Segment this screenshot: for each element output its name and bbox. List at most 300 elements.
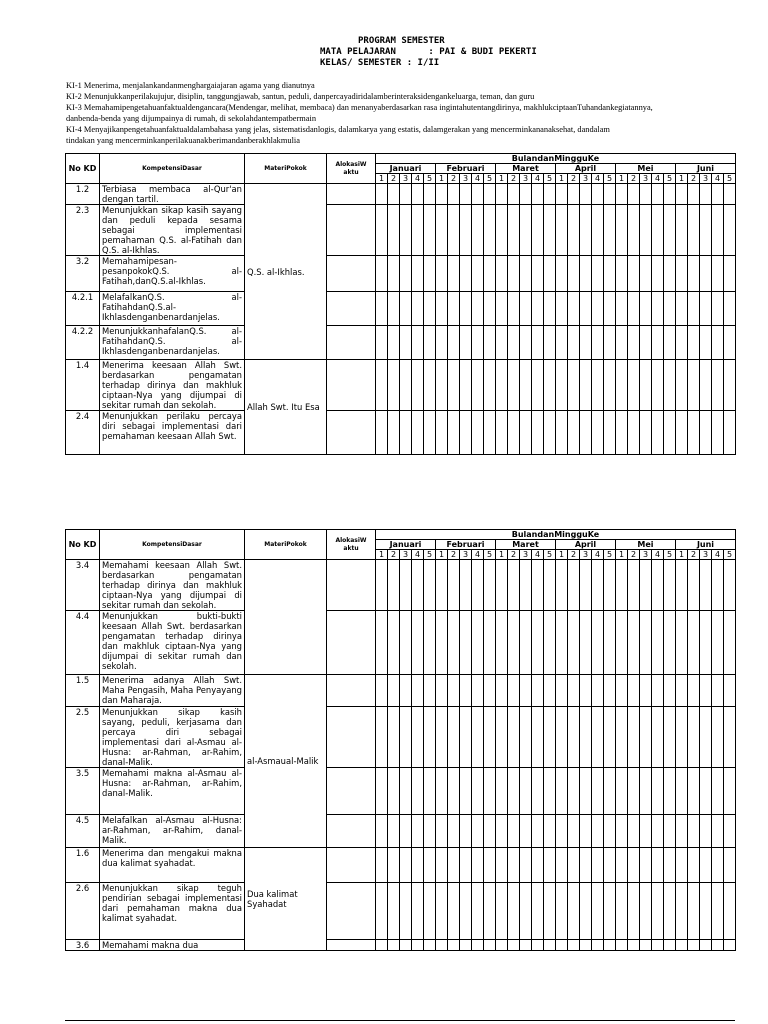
week-cell bbox=[688, 184, 700, 205]
week-header: 1 bbox=[676, 174, 688, 184]
week-cell bbox=[460, 707, 472, 768]
week-cell bbox=[616, 848, 628, 883]
week-cell bbox=[580, 360, 592, 411]
week-cell bbox=[724, 848, 736, 883]
week-cell bbox=[652, 611, 664, 675]
week-cell bbox=[448, 883, 460, 940]
week-cell bbox=[700, 184, 712, 205]
kompetensi-dasar-text: Melafalkan al-Asmau al-Husna: ar-Rahman, ar-Rahim, danal-Malik. bbox=[100, 815, 245, 848]
week-cell bbox=[400, 707, 412, 768]
week-cell bbox=[700, 326, 712, 360]
week-cell bbox=[556, 848, 568, 883]
week-header: 5 bbox=[724, 550, 736, 560]
table-row bbox=[66, 675, 736, 707]
week-cell bbox=[712, 611, 724, 675]
week-cell bbox=[472, 360, 484, 411]
week-cell bbox=[436, 326, 448, 360]
week-cell bbox=[712, 560, 724, 611]
month-header: Mei bbox=[616, 540, 676, 550]
week-cell bbox=[676, 940, 688, 951]
week-cell bbox=[376, 611, 388, 675]
week-cell bbox=[496, 675, 508, 707]
week-cell bbox=[664, 560, 676, 611]
week-cell bbox=[484, 675, 496, 707]
week-cell bbox=[508, 815, 520, 848]
week-cell bbox=[712, 883, 724, 940]
week-header: 4 bbox=[532, 550, 544, 560]
week-cell bbox=[376, 184, 388, 205]
week-cell bbox=[544, 411, 556, 455]
week-cell bbox=[376, 560, 388, 611]
week-cell bbox=[520, 184, 532, 205]
week-cell bbox=[532, 560, 544, 611]
week-cell bbox=[688, 326, 700, 360]
week-cell bbox=[496, 768, 508, 815]
week-cell bbox=[724, 184, 736, 205]
week-cell bbox=[508, 184, 520, 205]
week-cell bbox=[712, 411, 724, 455]
week-cell bbox=[592, 326, 604, 360]
week-cell bbox=[556, 256, 568, 292]
week-cell bbox=[544, 560, 556, 611]
week-cell bbox=[412, 184, 424, 205]
week-cell bbox=[664, 815, 676, 848]
week-cell bbox=[412, 360, 424, 411]
program-table-2 bbox=[65, 529, 736, 951]
week-cell bbox=[532, 675, 544, 707]
week-cell bbox=[568, 675, 580, 707]
week-cell bbox=[388, 848, 400, 883]
week-cell bbox=[484, 940, 496, 951]
week-cell bbox=[580, 326, 592, 360]
week-cell bbox=[628, 205, 640, 256]
week-cell bbox=[472, 675, 484, 707]
week-cell bbox=[376, 292, 388, 326]
week-header: 4 bbox=[712, 550, 724, 560]
week-cell bbox=[472, 883, 484, 940]
week-cell bbox=[700, 768, 712, 815]
week-cell bbox=[532, 940, 544, 951]
week-cell bbox=[532, 326, 544, 360]
week-cell bbox=[412, 326, 424, 360]
week-cell bbox=[700, 611, 712, 675]
table-row bbox=[66, 411, 736, 455]
kelas-label: KELAS/ SEMESTER : bbox=[320, 58, 413, 68]
week-header: 3 bbox=[520, 174, 532, 184]
week-cell bbox=[568, 360, 580, 411]
week-header: 3 bbox=[580, 550, 592, 560]
week-cell bbox=[724, 205, 736, 256]
week-cell bbox=[640, 611, 652, 675]
week-cell bbox=[520, 292, 532, 326]
week-cell bbox=[496, 815, 508, 848]
week-header: 2 bbox=[568, 550, 580, 560]
table-row bbox=[66, 256, 736, 292]
week-cell bbox=[568, 883, 580, 940]
week-header: 4 bbox=[472, 550, 484, 560]
table-row bbox=[66, 883, 736, 940]
week-cell bbox=[472, 184, 484, 205]
table-row bbox=[66, 205, 736, 256]
week-cell bbox=[400, 326, 412, 360]
week-cell bbox=[412, 848, 424, 883]
week-cell bbox=[376, 883, 388, 940]
week-cell bbox=[412, 883, 424, 940]
week-header: 2 bbox=[508, 174, 520, 184]
week-header: 3 bbox=[520, 550, 532, 560]
week-cell bbox=[592, 292, 604, 326]
kd-number: 1.5 bbox=[66, 675, 100, 707]
week-cell bbox=[628, 411, 640, 455]
week-cell bbox=[460, 611, 472, 675]
week-cell bbox=[628, 883, 640, 940]
week-cell bbox=[580, 815, 592, 848]
week-cell bbox=[580, 848, 592, 883]
table-row bbox=[66, 360, 736, 411]
week-cell bbox=[448, 707, 460, 768]
bulan-header: BulandanMingguKe bbox=[376, 530, 736, 540]
week-cell bbox=[412, 256, 424, 292]
week-cell bbox=[628, 611, 640, 675]
week-cell bbox=[592, 848, 604, 883]
week-cell bbox=[412, 707, 424, 768]
week-cell bbox=[520, 848, 532, 883]
week-cell bbox=[484, 360, 496, 411]
ki-line: danbenda-benda yang dijumpainya di rumah, di sekolahdantempatbermain bbox=[66, 114, 317, 123]
month-header: Maret bbox=[496, 164, 556, 174]
week-cell bbox=[520, 675, 532, 707]
week-cell bbox=[700, 883, 712, 940]
week-cell bbox=[460, 768, 472, 815]
kompetensi-dasar-text: Menunjukkan sikap kasih sayang, peduli, kerjasama dan percaya diri sebagai implementasi dari al-Asmau al-Husna: ar-Rahman, ar-Rahim, danal-Malik. bbox=[100, 707, 245, 768]
kd-number: 2.4 bbox=[66, 411, 100, 455]
week-cell bbox=[484, 256, 496, 292]
week-cell bbox=[628, 940, 640, 951]
week-cell bbox=[628, 848, 640, 883]
week-cell bbox=[436, 768, 448, 815]
week-cell bbox=[436, 883, 448, 940]
week-cell bbox=[388, 205, 400, 256]
week-cell bbox=[400, 611, 412, 675]
week-cell bbox=[604, 560, 616, 611]
week-cell bbox=[640, 707, 652, 768]
week-header: 1 bbox=[676, 550, 688, 560]
week-cell bbox=[520, 205, 532, 256]
week-cell bbox=[484, 815, 496, 848]
kd-number: 3.6 bbox=[66, 940, 100, 951]
week-cell bbox=[616, 611, 628, 675]
week-cell bbox=[616, 184, 628, 205]
week-cell bbox=[436, 815, 448, 848]
week-cell bbox=[436, 292, 448, 326]
week-cell bbox=[688, 611, 700, 675]
week-cell bbox=[508, 256, 520, 292]
week-cell bbox=[628, 675, 640, 707]
week-cell bbox=[712, 360, 724, 411]
week-cell bbox=[448, 940, 460, 951]
week-cell bbox=[616, 707, 628, 768]
week-cell bbox=[592, 707, 604, 768]
kd-number: 3.4 bbox=[66, 560, 100, 611]
week-cell bbox=[592, 184, 604, 205]
week-cell bbox=[616, 256, 628, 292]
week-cell bbox=[556, 411, 568, 455]
week-cell bbox=[724, 292, 736, 326]
kd-number: 4.5 bbox=[66, 815, 100, 848]
week-cell bbox=[400, 292, 412, 326]
week-cell bbox=[580, 675, 592, 707]
alokasi-cell bbox=[327, 848, 376, 883]
week-cell bbox=[580, 292, 592, 326]
kompetensi-inti-list bbox=[66, 80, 746, 146]
week-cell bbox=[688, 256, 700, 292]
week-cell bbox=[520, 611, 532, 675]
week-cell bbox=[496, 292, 508, 326]
week-cell bbox=[556, 883, 568, 940]
week-cell bbox=[604, 292, 616, 326]
week-cell bbox=[436, 360, 448, 411]
alokasi-cell bbox=[327, 256, 376, 292]
week-cell bbox=[616, 815, 628, 848]
week-cell bbox=[496, 360, 508, 411]
materi-header: MateriPokok bbox=[245, 530, 327, 560]
ki-line: KI-2 Menunjukkanperilakujujur, disiplin, tanggungjawab, santun, peduli, danpercayadiridalamberinteraksidengankeluarga, teman, dan guru bbox=[66, 92, 535, 101]
week-header: 2 bbox=[568, 174, 580, 184]
week-cell bbox=[640, 360, 652, 411]
kompetensi-dasar-text: Menunjukkan sikap kasih sayang dan peduli kepada sesama sebagai implementasi pemahaman Q.S. al-Fatihah dan Q.S. al-Ikhlas. bbox=[100, 205, 245, 256]
week-header: 3 bbox=[460, 550, 472, 560]
week-cell bbox=[388, 360, 400, 411]
week-cell bbox=[424, 256, 436, 292]
week-cell bbox=[592, 411, 604, 455]
kd-number: 4.4 bbox=[66, 611, 100, 675]
week-cell bbox=[556, 815, 568, 848]
kompetensi-dasar-text: Memahami makna al-Asmau al-Husna: ar-Rahman, ar-Rahim, danal-Malik. bbox=[100, 768, 245, 815]
week-header: 2 bbox=[448, 550, 460, 560]
week-header: 5 bbox=[604, 174, 616, 184]
week-cell bbox=[520, 326, 532, 360]
week-header: 4 bbox=[592, 550, 604, 560]
week-header: 1 bbox=[376, 550, 388, 560]
week-cell bbox=[580, 205, 592, 256]
week-cell bbox=[448, 205, 460, 256]
week-cell bbox=[436, 940, 448, 951]
week-header: 3 bbox=[580, 174, 592, 184]
week-cell bbox=[580, 560, 592, 611]
week-cell bbox=[388, 815, 400, 848]
week-cell bbox=[652, 707, 664, 768]
week-cell bbox=[556, 292, 568, 326]
week-cell bbox=[556, 675, 568, 707]
materi-pokok: Dua kalimat Syahadat bbox=[245, 848, 327, 951]
week-cell bbox=[592, 360, 604, 411]
alokasi-cell bbox=[327, 611, 376, 675]
week-header: 2 bbox=[628, 550, 640, 560]
week-header: 4 bbox=[652, 174, 664, 184]
week-cell bbox=[472, 292, 484, 326]
week-cell bbox=[508, 326, 520, 360]
week-cell bbox=[460, 205, 472, 256]
week-cell bbox=[376, 768, 388, 815]
week-cell bbox=[676, 184, 688, 205]
week-header: 5 bbox=[484, 550, 496, 560]
week-cell bbox=[604, 411, 616, 455]
week-cell bbox=[508, 360, 520, 411]
week-cell bbox=[652, 292, 664, 326]
week-header: 1 bbox=[616, 174, 628, 184]
week-cell bbox=[640, 560, 652, 611]
week-cell bbox=[544, 360, 556, 411]
week-header: 4 bbox=[412, 550, 424, 560]
week-cell bbox=[688, 815, 700, 848]
month-header: April bbox=[556, 164, 616, 174]
week-cell bbox=[568, 707, 580, 768]
week-header: 3 bbox=[460, 174, 472, 184]
week-cell bbox=[640, 815, 652, 848]
week-cell bbox=[508, 707, 520, 768]
week-cell bbox=[592, 611, 604, 675]
week-cell bbox=[640, 184, 652, 205]
week-cell bbox=[688, 768, 700, 815]
alokasi-cell bbox=[327, 675, 376, 707]
week-cell bbox=[652, 560, 664, 611]
week-cell bbox=[484, 768, 496, 815]
week-header: 2 bbox=[688, 550, 700, 560]
week-cell bbox=[616, 292, 628, 326]
kd-number: 4.2.1 bbox=[66, 292, 100, 326]
week-cell bbox=[640, 675, 652, 707]
week-cell bbox=[496, 707, 508, 768]
table-row bbox=[66, 707, 736, 768]
week-cell bbox=[424, 675, 436, 707]
week-cell bbox=[520, 411, 532, 455]
week-cell bbox=[604, 611, 616, 675]
week-cell bbox=[532, 205, 544, 256]
week-cell bbox=[580, 707, 592, 768]
week-cell bbox=[640, 411, 652, 455]
week-header: 3 bbox=[700, 174, 712, 184]
week-cell bbox=[484, 560, 496, 611]
week-cell bbox=[388, 611, 400, 675]
week-cell bbox=[400, 768, 412, 815]
week-cell bbox=[616, 675, 628, 707]
materi-pokok: Q.S. al-Ikhlas. bbox=[245, 184, 327, 360]
week-cell bbox=[436, 256, 448, 292]
kompetensi-dasar-text: Terbiasa membaca al-Qur'an dengan tartil. bbox=[100, 184, 245, 205]
table-row bbox=[66, 611, 736, 675]
bulan-header: BulandanMingguKe bbox=[376, 154, 736, 164]
week-cell bbox=[424, 768, 436, 815]
week-cell bbox=[412, 940, 424, 951]
week-cell bbox=[568, 815, 580, 848]
week-cell bbox=[448, 768, 460, 815]
week-cell bbox=[376, 848, 388, 883]
week-cell bbox=[496, 256, 508, 292]
week-cell bbox=[388, 326, 400, 360]
week-cell bbox=[676, 768, 688, 815]
week-cell bbox=[424, 883, 436, 940]
week-cell bbox=[688, 707, 700, 768]
kompetensi-dasar-text: Menerima dan mengakui makna dua kalimat syahadat. bbox=[100, 848, 245, 883]
week-header: 2 bbox=[628, 174, 640, 184]
week-cell bbox=[592, 256, 604, 292]
week-cell bbox=[640, 940, 652, 951]
week-cell bbox=[688, 560, 700, 611]
week-cell bbox=[688, 360, 700, 411]
week-cell bbox=[568, 326, 580, 360]
week-header: 5 bbox=[424, 550, 436, 560]
week-cell bbox=[712, 815, 724, 848]
week-cell bbox=[724, 360, 736, 411]
week-cell bbox=[400, 256, 412, 292]
week-cell bbox=[688, 883, 700, 940]
week-cell bbox=[484, 611, 496, 675]
week-cell bbox=[664, 611, 676, 675]
week-cell bbox=[568, 256, 580, 292]
week-cell bbox=[412, 560, 424, 611]
week-cell bbox=[556, 611, 568, 675]
week-cell bbox=[700, 292, 712, 326]
table-row bbox=[66, 768, 736, 815]
week-cell bbox=[556, 184, 568, 205]
week-cell bbox=[652, 256, 664, 292]
week-cell bbox=[532, 707, 544, 768]
week-cell bbox=[700, 411, 712, 455]
week-cell bbox=[400, 205, 412, 256]
kompetensi-dasar-text: Menerima adanya Allah Swt. Maha Pengasih, Maha Penyayang dan Maharaja. bbox=[100, 675, 245, 707]
week-cell bbox=[676, 883, 688, 940]
week-cell bbox=[556, 326, 568, 360]
week-cell bbox=[496, 611, 508, 675]
week-cell bbox=[436, 675, 448, 707]
week-cell bbox=[424, 292, 436, 326]
week-cell bbox=[724, 256, 736, 292]
week-cell bbox=[424, 326, 436, 360]
week-cell bbox=[472, 940, 484, 951]
week-cell bbox=[424, 184, 436, 205]
week-cell bbox=[664, 883, 676, 940]
week-cell bbox=[604, 205, 616, 256]
week-cell bbox=[436, 611, 448, 675]
week-cell bbox=[376, 707, 388, 768]
week-cell bbox=[484, 707, 496, 768]
kompetensi-dasar-text: Memahamipesan-pesanpokokQ.S. al-Fatihah,danQ.S.al-Ikhlas. bbox=[100, 256, 245, 292]
week-cell bbox=[388, 768, 400, 815]
week-cell bbox=[532, 815, 544, 848]
week-header: 4 bbox=[532, 174, 544, 184]
week-cell bbox=[700, 940, 712, 951]
week-cell bbox=[640, 256, 652, 292]
alokasi-cell bbox=[327, 292, 376, 326]
kompetensi-dasar-text: Menunjukkan bukti-bukti keesaan Allah Swt. berdasarkan pengamatan terhadap dirinya dan makhluk ciptaan-Nya yang dijumpai di sekitar rumah dan sekolah. bbox=[100, 611, 245, 675]
materi-pokok-empty bbox=[245, 560, 327, 675]
week-header: 1 bbox=[556, 174, 568, 184]
mapel-value: PAI & BUDI PEKERTI bbox=[439, 47, 537, 57]
week-cell bbox=[604, 326, 616, 360]
week-cell bbox=[436, 411, 448, 455]
week-cell bbox=[640, 205, 652, 256]
week-cell bbox=[424, 815, 436, 848]
week-cell bbox=[484, 848, 496, 883]
week-cell bbox=[580, 611, 592, 675]
week-cell bbox=[376, 360, 388, 411]
week-cell bbox=[520, 768, 532, 815]
week-cell bbox=[412, 675, 424, 707]
week-cell bbox=[484, 883, 496, 940]
week-header: 5 bbox=[664, 550, 676, 560]
kd-number: 2.6 bbox=[66, 883, 100, 940]
week-cell bbox=[388, 292, 400, 326]
